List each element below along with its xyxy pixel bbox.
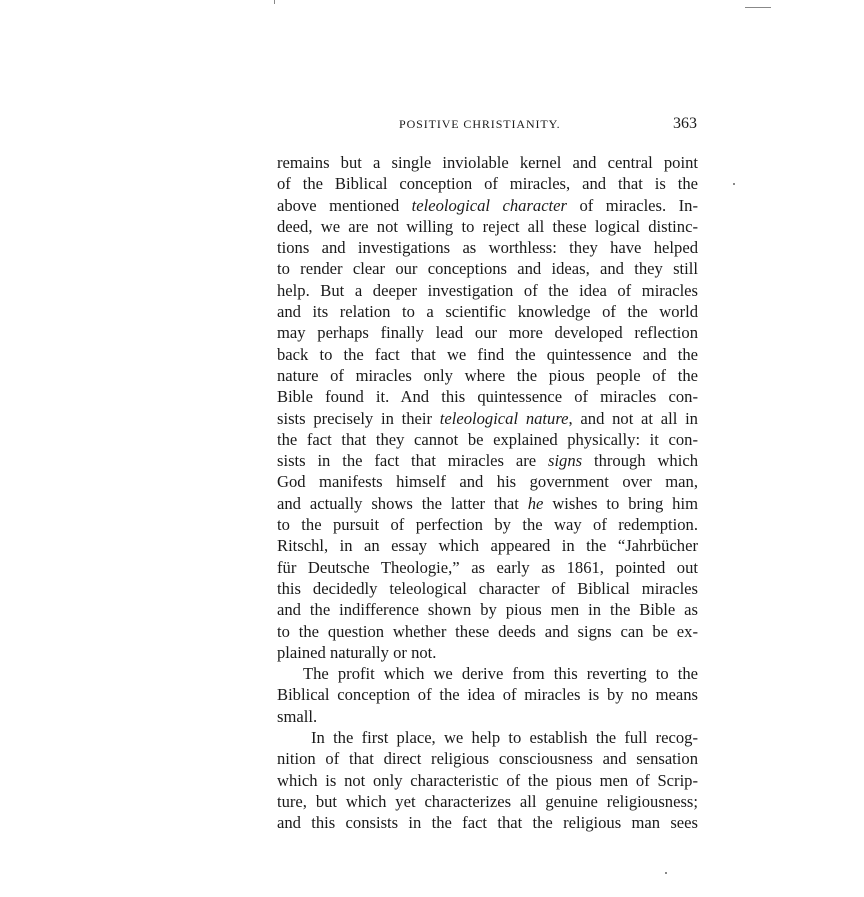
italic-phrase: teleological character <box>411 195 567 215</box>
text-run: sists precisely in their <box>277 408 440 428</box>
text-line <box>277 408 698 429</box>
running-head <box>277 117 697 137</box>
text-line <box>277 493 698 514</box>
text-line: remains but a single inviolable kernel and central point <box>277 153 698 172</box>
text-line: to the question whether these deeds and signs can be ex- <box>277 621 698 641</box>
text-line: The profit which we derive from this reverting to the <box>303 664 698 684</box>
running-title: POSITIVE CHRISTIANITY. <box>399 117 561 131</box>
text-line: God manifests himself and his government over man, <box>277 472 698 492</box>
text-line: the fact that they cannot be explained physically: it con- <box>277 429 698 449</box>
text-line: nature of miracles only where the pious people of the <box>277 365 698 385</box>
italic-phrase: signs <box>547 451 583 471</box>
text-line: which is not only characteristic of the pious men of Scrip- <box>277 770 698 790</box>
scan-mark-top <box>274 0 275 4</box>
text-run: and actually shows the latter that <box>277 493 528 513</box>
text-line <box>277 195 698 216</box>
text-line: Bible found it. And this quintessence of miracles con- <box>277 387 698 407</box>
text-line: and the indifference shown by pious men in the Bible as <box>277 600 698 620</box>
text-line: back to the fact that we find the quintessence and the <box>277 344 698 364</box>
italic-phrase: he <box>527 493 544 513</box>
text-run: , and not at all in <box>568 408 698 428</box>
text-line: Ritschl, in an essay which appeared in the “Jahrbücher <box>277 536 698 556</box>
text-line: may perhaps finally lead our more developed reflection <box>277 323 698 343</box>
scan-mark-corner <box>745 7 771 8</box>
text-run: through which <box>582 451 698 471</box>
scan-speck-right <box>733 183 735 185</box>
text-line: and this consists in the fact that the religious man sees <box>277 813 698 833</box>
text-line: Biblical conception of the idea of miracles is by no means <box>277 685 698 705</box>
text-line: tions and investigations as worthless: they have helped <box>277 238 698 258</box>
text-run: above mentioned <box>277 195 412 215</box>
text-line: ture, but which yet characterizes all genuine religiousness; <box>277 791 698 811</box>
text-line: help. But a deeper investigation of the idea of miracles <box>277 280 698 300</box>
text-line: nition of that direct religious consciousness and sensation <box>277 749 698 769</box>
italic-phrase: teleological nature <box>439 408 569 428</box>
text-line <box>277 450 698 471</box>
text-line: für Deutsche Theologie,” as early as 1861, pointed out <box>277 557 698 577</box>
text-line: this decidedly teleological character of Biblical miracles <box>277 578 698 598</box>
text-run: sists in the fact that miracles are <box>277 451 548 471</box>
text-line: of the Biblical conception of miracles, and that is the <box>277 174 698 194</box>
text-run: wishes to bring him <box>543 493 699 513</box>
scan-speck-bottom <box>665 872 667 874</box>
text-line: to render clear our conceptions and ideas, and they still <box>277 259 698 279</box>
page-number: 363 <box>673 115 697 132</box>
body-text <box>277 152 698 834</box>
text-line: small. <box>277 706 318 726</box>
text-line: to the pursuit of perfection by the way of redemption. <box>277 515 698 535</box>
text-line: In the first place, we help to establish the full recog- <box>311 728 698 748</box>
text-line: deed, we are not willing to reject all these logical distinc- <box>277 216 698 236</box>
text-line: and its relation to a scientific knowledge of the world <box>277 302 698 322</box>
text-line: plained naturally or not. <box>277 642 437 662</box>
text-run: of miracles. In- <box>567 195 698 215</box>
